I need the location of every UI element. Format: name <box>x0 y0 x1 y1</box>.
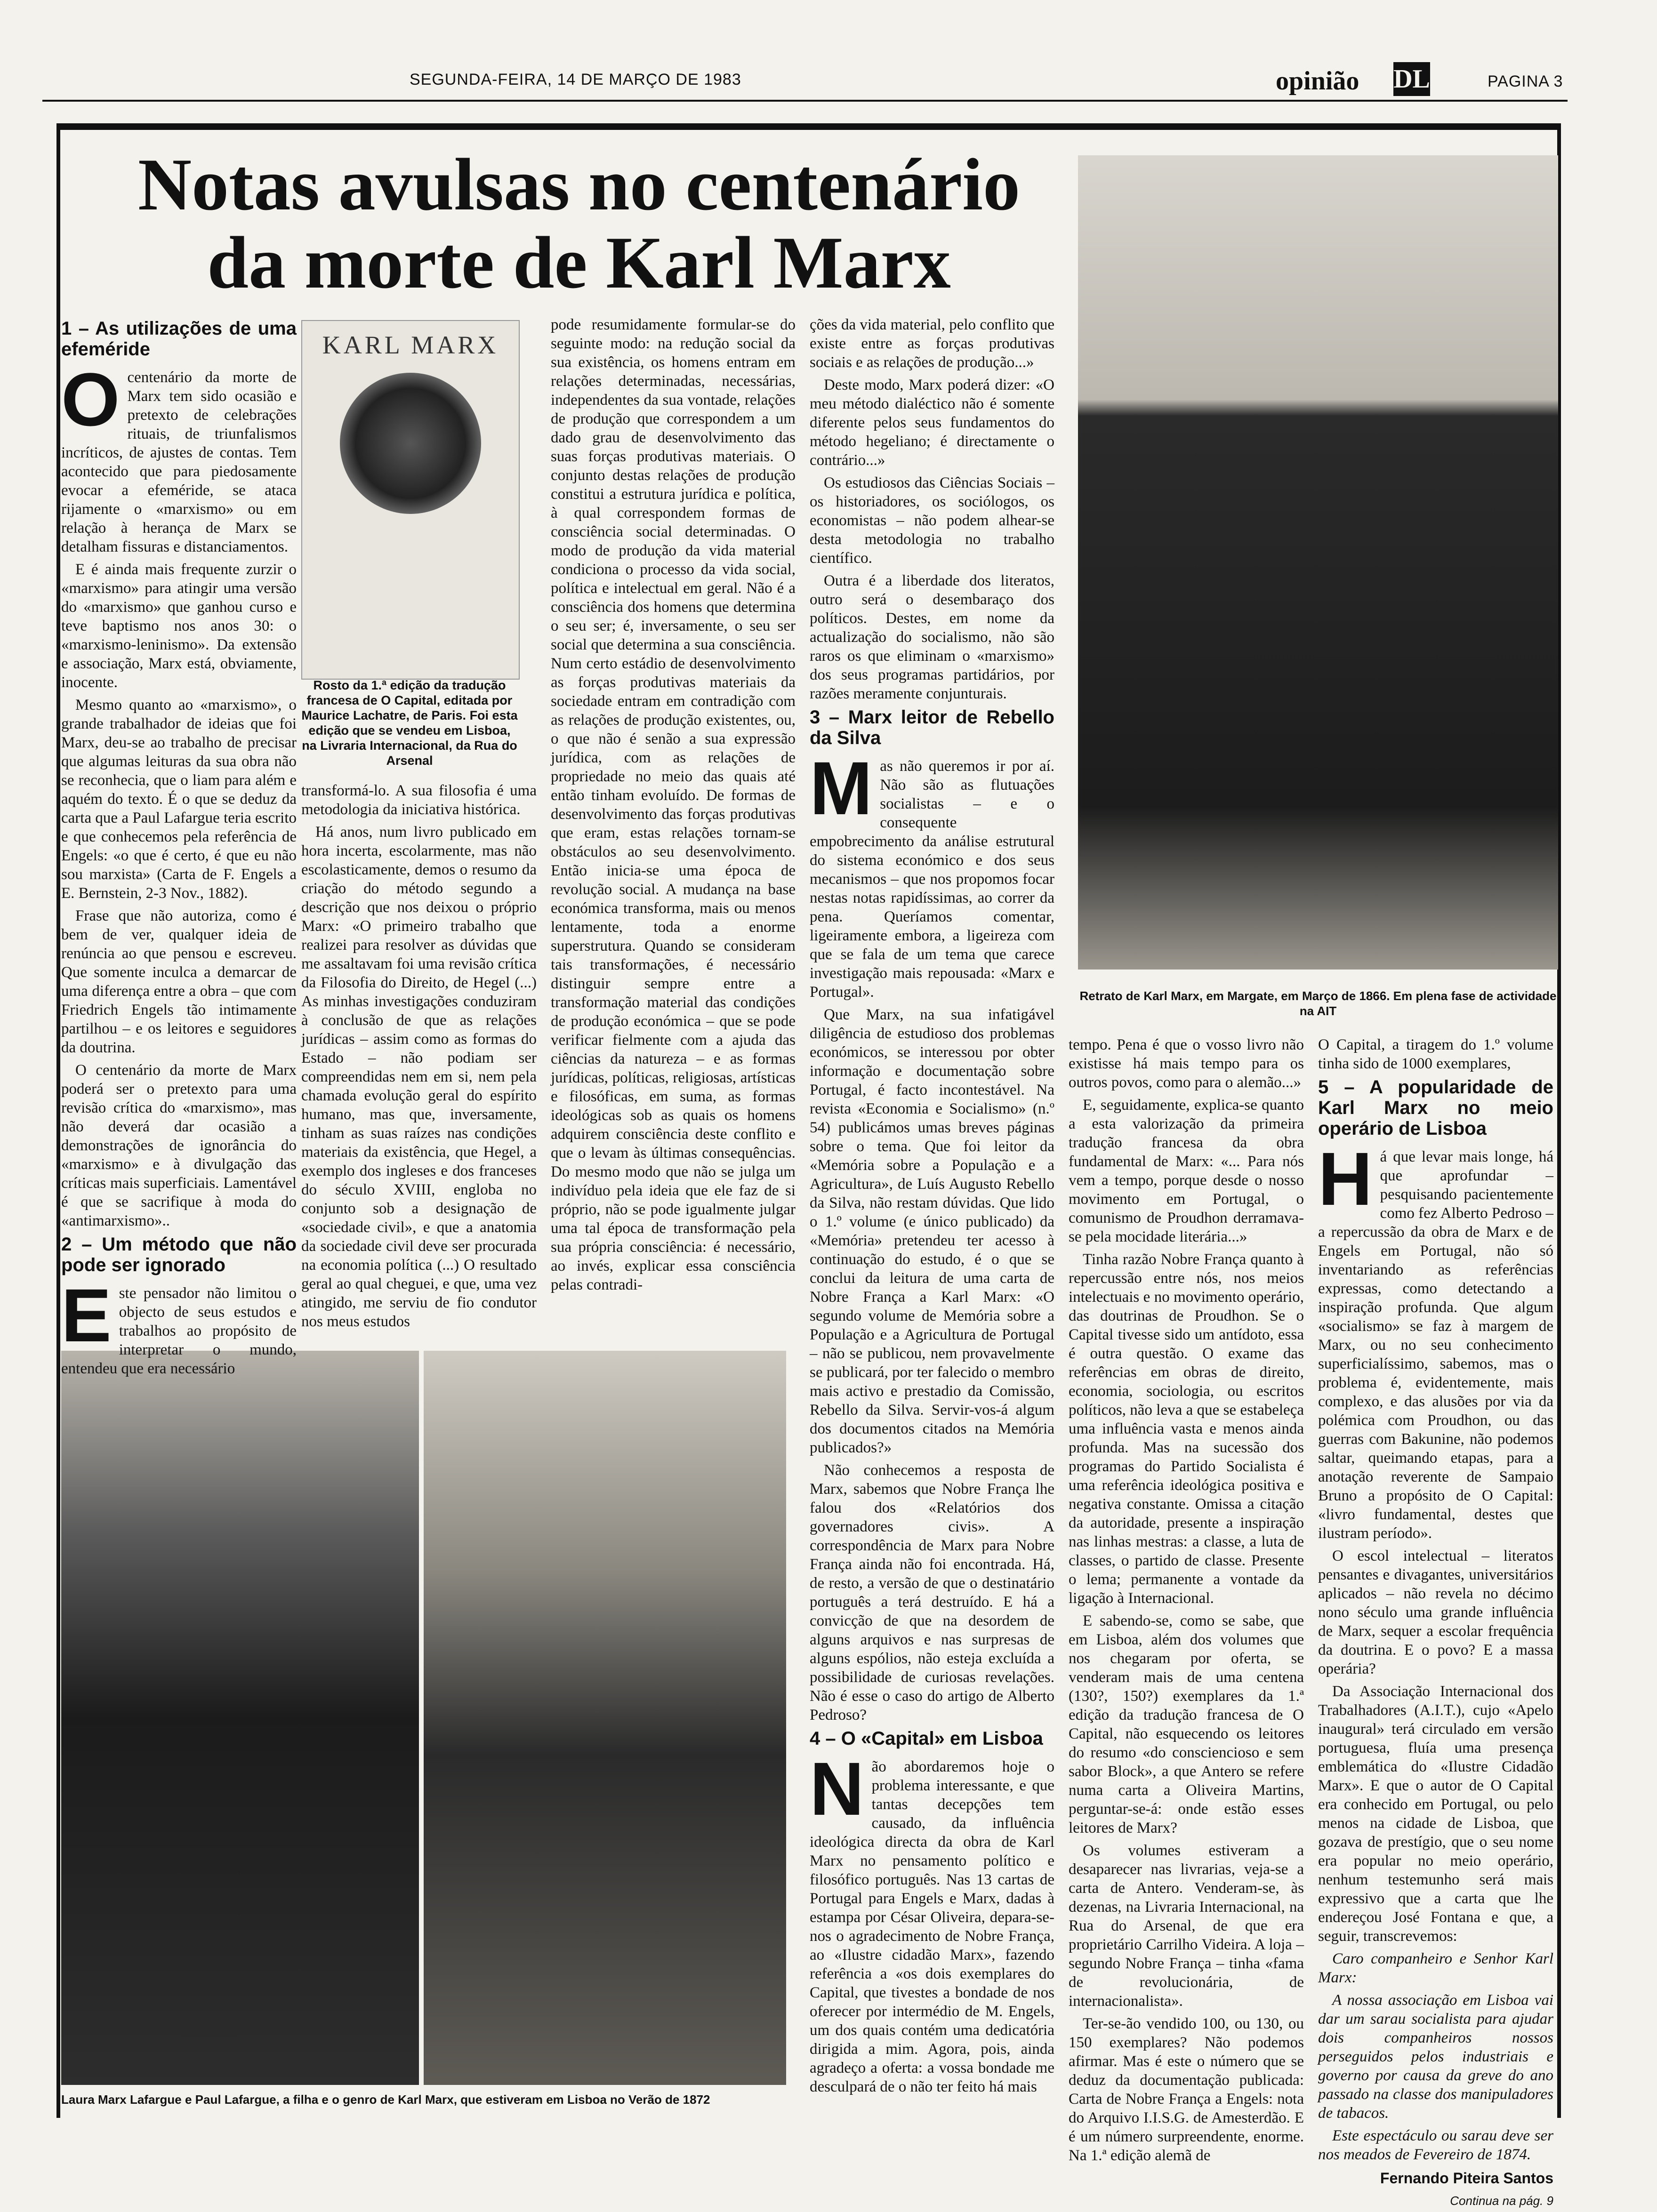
column-6-para-1: tempo. Pena é que o vosso livro não existisse há mais tempo para os outros povos, como para o alemão...» <box>1069 1036 1304 1091</box>
section-3-para-3: Não conhecemos a resposta de Marx, sabemos que Nobre França lhe falou dos «Relatórios dos governadores civis». A correspondência de Marx para Nobre França ainda não foi encontrada. Há, de resto, a versão de que o destinatário português a terá destruído. E há a convicção de que na desordem de alguns arquivos e nas surpresas de alguns espólios, não esteja excluída a possibilidade de curiosas revelações. Não é esse o caso do artigo de Alberto Pedroso? <box>810 1462 1054 1723</box>
column-6-para-2: E, seguidamente, explica-se quanto a esta valorização da primeira tradução francesa da obra fundamental de Marx: «... Para nós vem a tempo, porque desde o nosso movimento em Portugal, o comunismo de Proudhon derramava-se pela mocidade literária...» <box>1069 1097 1304 1245</box>
newspaper-logo-icon: DL <box>1393 62 1430 96</box>
issue-date: SEGUNDA-FEIRA, 14 DE MARÇO DE 1983 <box>410 71 741 88</box>
section-3-heading: 3 – Marx leitor de Rebello da Silva <box>810 707 1054 748</box>
section-4-dropcap: N <box>810 1747 864 1831</box>
section-5-heading: 5 – A popularidade de Karl Marx no meio operário de Lisboa <box>1318 1077 1553 1139</box>
section-1-dropcap: O <box>61 357 120 441</box>
column-6-para-6: Ter-se-ão vendido 100, ou 130, ou 150 exemplares? Não podemos afirmar. Mas é este o número que se deduz da documentação publicada: Carta de Nobre França a Engels: nota do Arquivo I.I.S.G. de Amesterdão. E é um número surpreendente, enorme. Na 1.ª edição alemã de <box>1069 2015 1304 2164</box>
section-2-para-1: ste pensador não limitou o objecto de seus estudos e trabalhos ao propósito de interpretar o mundo, entendeu que era necessário <box>61 1285 297 1377</box>
column-4-para-2: Deste modo, Marx poderá dizer: «O meu método dialéctico não é somente diferente pelos seus fundamentos do método hegeliano; é directamente o contrário...» <box>810 377 1054 469</box>
section-5-para-3: Da Associação Internacional dos Trabalhadores (A.I.T.), cujo «Apelo inaugural» terá circulado em versão portuguesa, fluía uma presença emblemática do «Ilustre Cidadão Marx». E que o autor de O Capital era conhecido em Portugal, ou pelo menos na cidade de Lisboa, que gozava de prestígio, que o seu nome era popular no meio operário, nenhum testemunho será mais expressivo que a carta que lhe endereçou José Fontana e que, a seguir, transcrevemos: <box>1318 1683 1553 1945</box>
section-1-para-4: Frase que não autoriza, como é bem de ver, qualquer ideia de renúncia ao que pensou e escreveu. Que somente inculca a demarcar de uma diferença entre a obra – que com Friedrich Engels tão intimamente partilhou – e os leitores e seguidores da doutrina. <box>61 907 297 1056</box>
column-6 <box>1069 1035 1304 2169</box>
book-cover-image <box>301 320 520 680</box>
continued-link[interactable]: Continua na pág. 9 <box>1450 2194 1553 2208</box>
section-1-heading: 1 – As utilizações de uma efeméride <box>61 318 297 360</box>
column-7 <box>1318 1035 1553 2210</box>
section-1-para-2: E é ainda mais frequente zurzir o «marxismo» para atingir uma versão do «marxismo» que ganhou curso e teve baptismo nos anos 30: o «marxismo-leninismo». Da extensão e associação, Marx está, obviamente, inocente. <box>61 561 297 691</box>
section-2-dropcap: E <box>61 1273 112 1357</box>
coat-of-arms-icon <box>340 373 481 514</box>
column-3 <box>551 315 796 1298</box>
column-6-para-5: Os volumes estiveram a desaparecer nas livrarias, veja-se a carta de Antero. Venderam-se, às dezenas, na Livraria Internacional, na Rua do Arsenal, de que era proprietário Carrilho Videira. A loja – segundo Nobre França – tinha «fama de revolucionária, de internacionalista». <box>1069 1842 1304 2010</box>
column-6-para-4: E sabendo-se, como se sabe, que em Lisboa, além dos volumes que nos chegaram por oferta, se venderam mais de uma centena (130?, 150?) exemplares da 1.ª edição da tradução francesa de O Capital, não esquecendo os leitores do resumo «do consciencioso e sem sabor Block», a que Antero se refere numa carta a Oliveira Martins, perguntar-se-á: onde estão esses leitores de Marx? <box>1069 1612 1304 1836</box>
section-4-heading: 4 – O «Capital» em Lisboa <box>810 1728 1043 1749</box>
marx-portrait-photo <box>1078 155 1558 970</box>
column-1 <box>61 315 297 1382</box>
section-2-heading: 2 – Um método que não pode ser ignorado <box>61 1234 297 1275</box>
section-5-para-2: O escol intelectual – literatos pensantes e divagantes, universitários aplicados – não revela no décimo nono século uma grande influência de Marx, sequer a escolar frequência da doutrina. E o povo? E a massa operária? <box>1318 1547 1553 1677</box>
section-3-para-2: Que Marx, na sua infatigável diligência de estudioso dos problemas económicos, se interessou por obter informação e documentação sobre Portugal, é facto incontestável. Na revista «Economia e Socialismo» (n.º 54) publicámos umas breves páginas sobre o tema. Que foi leitor da «Memória sobre a População e a Agricultura», de Luís Augusto Rebello da Silva, não restam dúvidas. Que lido o 1.º volume (e único publicado) da «Memória» pretendeu ter acesso à continuação do estudo, é o que se conclui da leitura de uma carta de Nobre França a Karl Marx: «O segundo volume de Memória sobre a População e a Agricultura de Portugal – não se publicou, nem provavelmente se publicará, por ter falecido o membro mais activo e prestadio da Comissão, Rebello da Silva. Servir-vos-á algum dos documentos citados na Memória publicados?» <box>810 1006 1054 1456</box>
section-1-para-1: centenário da morte de Marx tem sido ocasião e pretexto de celebrações rituais, de triunfalismos incríticos, de ajustes de contas. Tem acontecido que para piedosamente evocar a efeméride, se ataca rijamente o «marxismo» ou em relação à herança de Marx se detalham fissuras e distanciamentos. <box>61 369 297 555</box>
article-title <box>132 146 1026 302</box>
column-2-para-1: transformá-lo. A sua filosofia é uma metodologia da iniciativa histórica. <box>301 782 537 818</box>
header-rule <box>42 100 1568 102</box>
title-line-1: Notas avulsas no centenário <box>137 144 1021 226</box>
section-5-letter-2: A nossa associação em Lisboa vai dar um sarau socialista para ajudar dois companheiros nossos perseguidos pelos industriais e governo por causa da greve do ano passado na classe dos manipuladores de tabacos. <box>1318 1992 1553 2122</box>
book-cover-caption: Rosto da 1.ª edição da tradução francesa de O Capital, editada por Maurice Lachatre, de Paris. Foi esta edição que se vendeu em Lisboa, na Livraria Internacional, da Rua do Arsenal <box>301 678 518 768</box>
laura-lafargue-photo <box>61 1351 419 2085</box>
section-5-letter-1: Caro companheiro e Senhor Karl Marx: <box>1318 1950 1553 1986</box>
section-4-para-1: ão abordaremos hoje o problema interessante, e que tantas decepções tem causado, da influência ideológica directa da obra de Karl Marx no pensamento político e filosófico português. Nas 13 cartas de Portugal para Engels e Marx, dadas à estampa por César Oliveira, depara-se-nos o agradecimento de Nobre França, ao «Ilustre cidadão Marx», fazendo referência a «os dois exemplares do Capital, que tivestes a bondade de nos oferecer por intermédio de M. Engels, um dos quais contém uma dedicatória dirigida a mim. Agora, pois, ainda agradeço a oferta: a vossa bondade me desculpará de o não ter feito há mais <box>810 1758 1054 2095</box>
section-5-letter-3: Este espectáculo ou sarau deve ser nos meados de Fevereiro de 1874. <box>1318 2127 1553 2163</box>
column-4-para-3: Os estudiosos das Ciências Sociais – os historiadores, os sociólogos, os economistas – não podem alhear-se desta metodologia no trabalho científico. <box>810 474 1054 567</box>
section-1-para-3: Mesmo quanto ao «marxismo», o grande trabalhador de ideias que foi Marx, deu-se ao trabalho de precisar que algumas leituras da sua obra não se reconhecia, que o liam para além e aquém do texto. É o que se deduz da carta que a Paul Lafargue teria escrito e que conhecemos pela referência de Engels: «o que é certo, é que eu não sou marxista» (Carta de F. Engels a E. Bernstein, 2-3 Nov., 1882). <box>61 697 297 902</box>
section-3-dropcap: M <box>810 746 873 830</box>
column-6-para-3: Tinha razão Nobre França quanto à repercussão entre nós, nos meios intelectuais e no movimento operário, das doutrinas de Proudhon. Se o Capital tivesse sido um antídoto, essa é outra questão. O exame das referências em obras de direito, economia, sociologia, ou escritos políticos, não leva a que se estabeleça uma influência vasta e menos ainda profunda. Mas na sucessão dos programas do Partido Socialista é uma referência ideológica positiva e negativa constante. Omissa a citação da autoridade, presente a inspiração nas linhas mestras: a classe, a luta de classes, o partido de classe. Presente o lema; permanente a vontade da ligação à Internacional. <box>1069 1251 1304 1607</box>
column-2-para-2: Há anos, num livro publicado em hora incerta, escolarmente, mas não escolasticamente, demos o resumo da criação do método segundo a descrição que nos deixou o próprio Marx: «O primeiro trabalho que realizei para resolver as dúvidas que me assaltavam foi uma revisão crítica da Filosofia do Direito, de Hegel (...) As minhas investigações conduziram à conclusão de que as relações jurídicas – assim como as formas do Estado – não podiam ser compreendidas nem em si, nem pela chamada evolução geral do espírito humano, mas que, inversamente, tinham as suas raízes nas condições materiais da existência, que Hegel, a exemplo dos ingleses e dos franceses do século XVIII, engloba no conjunto sob a designação de «sociedade civil», e que a anatomia da sociedade civil deve ser procurada na economia política (...) O resultado geral ao qual cheguei, e que, uma vez atingido, me serviu de fio condutor nos meus estudos <box>301 824 537 1330</box>
lafargue-photo-caption: Laura Marx Lafargue e Paul Lafargue, a filha e o genro de Karl Marx, que estiveram em Lisboa no Verão de 1872 <box>61 2092 710 2107</box>
column-4 <box>810 315 1054 2100</box>
section-name: opinião <box>1276 66 1359 96</box>
section-3-para-1: as não queremos ir por aí. Não são as flutuações socialistas – e o consequente empobrecimento da análise estrutural do sistema económico e dos seus mecanismos – que nos propomos focar nestas notas rapidíssimas, ao correr da pena. Queríamos comentar, ligeiramente embora, a ligeireza com que se fala de um tema que carece investigação mais repousada: «Marx e Portugal». <box>810 758 1054 1001</box>
column-7-para-1: O Capital, a tiragem do 1.º volume tinha sido de 1000 exemplares, <box>1318 1036 1553 1072</box>
page-header <box>42 66 1568 99</box>
column-3-para-1: pode resumidamente formular-se do seguinte modo: na redução social da sua existência, os homens entram em relações determinadas, necessárias, independentes da sua vontade, relações de produção que correspondem a um dado grau de desenvolvimento das suas forças produtivas materiais. O conjunto destas relações de produção constitui a estrutura jurídica e política, à qual correspondem formas de consciência social determinadas. O modo de produção da vida material condiciona o processo da vida social, política e intelectual em geral. Não é a consciência dos homens que determina o seu ser; é, inversamente, o seu ser social que determina a sua consciência. Num certo estádio de desenvolvimento as forças produtivas materiais da sociedade entram em contradição com as relações de produção existentes, ou, o que não é senão a sua expressão jurídica, com as relações de propriedade no meio das quais até então tinham evoluído. De formas de desenvolvimento das forças produtivas que eram, estas relações tornam-se obstáculos ao seu desenvolvimento. Então inicia-se uma época de revolução social. A mudança na base económica transforma, mais ou menos lentamente, toda a enorme superstrutura. Quando se consideram tais transformações, é necessário distinguir sempre entre a transformação material das condições de produção económica – que se pode verificar fielmente com a ajuda das ciências da natureza – e as formas jurídicas, políticas, religiosas, artísticas e filosóficas, em suma, as formas ideológicas sob as quais os homens adquirem consciência deste conflito e que o levam às últimas consequências. Do mesmo modo que não se julga um indivíduo pela ideia que ele faz de si próprio, não se pode igualmente julgar uma tal época de transformação pela sua própria consciência: é necessário, ao invés, explicar essa consciência pelas contradi- <box>551 316 796 1293</box>
section-5-para-1: á que levar mais longe, há que aprofundar – pesquisando pacientemente como fez Alberto Pedroso – a repercussão da obra de Marx e de Engels em Portugal, não só inventariando as referências expressas, como detectando a inspiração profunda. Que algum «socialismo» se faz à margem de Marx, ou no seu conhecimento superficialíssimo, sabemos, mas o problema é, evidentemente, mais complexo, e das alusões por via da polémica com Proudhon, ou das guerras com Bakunine, não podemos saltar, queimando etapas, para a anotação reverente de Sampaio Bruno a propósito de O Capital: «livro fundamental, destes que ilustram período». <box>1318 1148 1553 1542</box>
column-2 <box>301 781 537 1335</box>
paul-lafargue-photo <box>424 1351 786 2085</box>
column-4-para-4: Outra é a liberdade dos literatos, outro será o desembaraço dos políticos. Destes, em nome da actualização do socialismo, não são raros os que eliminam o «marxismo» dos seus programas partidários, por razões meramente conjunturais. <box>810 572 1054 702</box>
section-5-dropcap: H <box>1318 1137 1373 1221</box>
section-1-para-5: O centenário da morte de Marx poderá ser o pretexto para uma revisão crítica do «marxismo», mas não deverá dar ocasião a demonstrações de ignorância do «marxismo» e à divulgação das críticas mais superficiais. Lamentável é que se sacrifique à moda do «antimarxismo».. <box>61 1062 297 1229</box>
column-4-para-1: ções da vida material, pelo conflito que existe entre as forças produtivas sociais e as relações de produção...» <box>810 316 1054 371</box>
page-number: PAGINA 3 <box>1488 72 1563 90</box>
marx-portrait-caption: Retrato de Karl Marx, em Margate, em Março de 1866. Em plena fase de actividade na AIT <box>1079 989 1557 1018</box>
title-line-2: da morte de Karl Marx <box>207 222 951 304</box>
book-cover-title: KARL MARX <box>322 331 499 359</box>
author-signature: Fernando Piteira Santos <box>1380 2170 1553 2187</box>
